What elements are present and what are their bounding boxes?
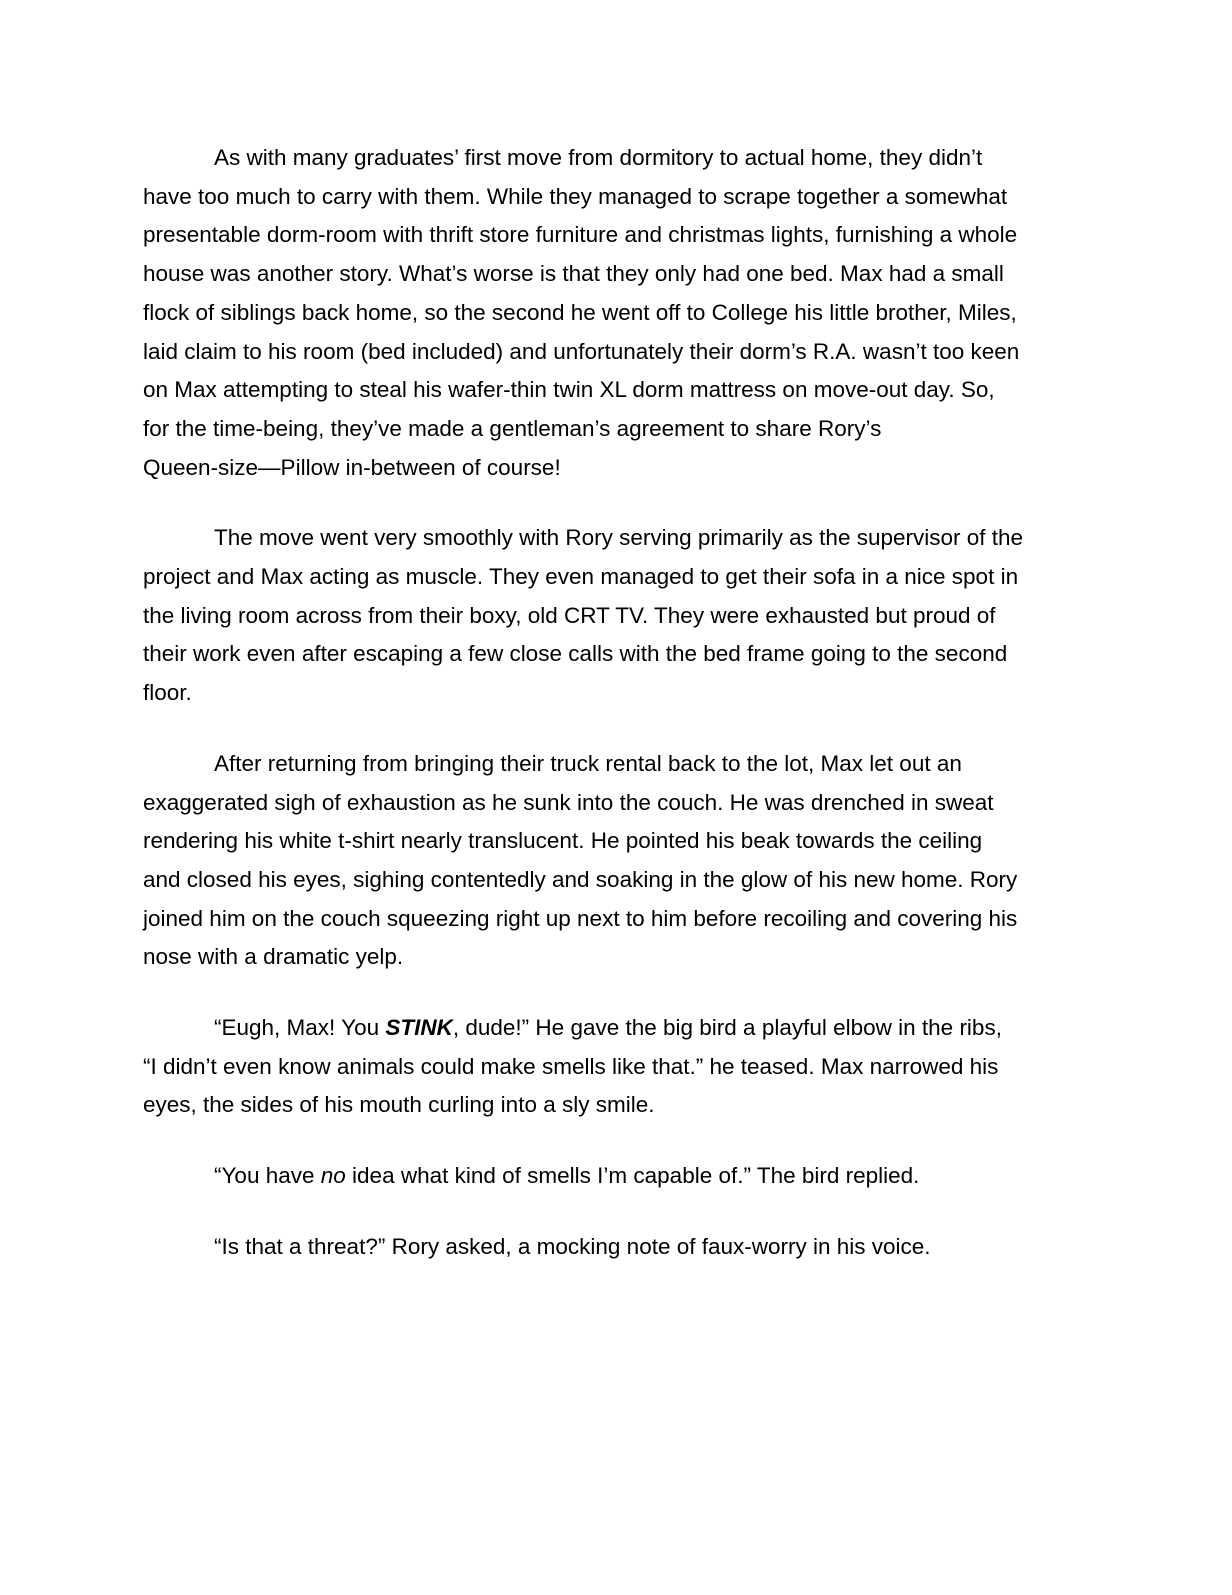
text-line: “I didn’t even know animals could make smells like that.” he teased. Max narrowed his [143,1053,999,1079]
text-line: laid claim to his room (bed included) and unfortunately their dorm’s R.A. wasn’t too keen [143,338,1020,364]
text-line: their work even after escaping a few close calls with the bed frame going to the second [143,641,1008,667]
emphasis-text: STINK [385,1015,453,1041]
text-line: project and Max acting as muscle. They even managed to get their sofa in a nice spot in [143,564,1019,590]
text-line: eyes, the sides of his mouth curling into a sly smile. [143,1092,655,1118]
text-line: have too much to carry with them. While they managed to scrape together a somewhat [143,183,1008,209]
text-line: As with many graduates’ first move from dormitory to actual home, they didn’t [214,145,983,170]
paragraph-2 [143,519,1078,713]
text-line: house was another story. What’s worse is that they only had one bed. Max had a small [143,261,1004,287]
text-line: nose with a dramatic yelp. [143,944,404,970]
text-line: Queen-size—Pillow in-between of course! [143,454,561,480]
text-line: the living room across from their boxy, old CRT TV. They were exhausted but proud of [143,602,996,628]
text-line: flock of siblings back home, so the second he went off to College his little brother, Miles, [143,299,1017,325]
text-run: “You have [214,1163,321,1189]
text-line: for the time-being, they’ve made a gentleman’s agreement to share Rory’s [143,415,882,441]
text-line: on Max attempting to steal his wafer-thin twin XL dorm mattress on move-out day. So, [143,377,995,403]
paragraph-6 [143,1228,1078,1267]
text-line: “Is that a threat?” Rory asked, a mocking note of faux-worry in his voice. [214,1233,931,1259]
text-line: joined him on the couch squeezing right up next to him before recoiling and covering his [143,905,1018,931]
text-line: rendering his white t-shirt nearly translucent. He pointed his beak towards the ceiling [143,828,983,854]
text-line: and closed his eyes, sighing contentedly and soaking in the glow of his new home. Rory [143,866,1018,892]
text-line: After returning from bringing their truck rental back to the lot, Max let out an [214,750,962,776]
text-line: The move went very smoothly with Rory serving primarily as the supervisor of the [214,525,1024,551]
text-line: exaggerated sigh of exhaustion as he sunk into the couch. He was drenched in sweat [143,789,994,815]
paragraph-1 [143,139,1078,487]
text-line: presentable dorm-room with thrift store furniture and christmas lights, furnishing a whole [143,222,1018,248]
emphasis-text: no [320,1163,346,1189]
text-run: “Eugh, Max! You [214,1015,386,1041]
paragraph-4 [143,1009,1078,1125]
text-run: , dude!” He gave the big bird a playful elbow in the ribs, [452,1015,1002,1041]
text-line [143,1009,1078,1048]
text-line [143,1157,1078,1196]
paragraph-5 [143,1157,1078,1196]
text-run: idea what kind of smells I’m capable of.” The bird replied. [345,1163,920,1189]
paragraph-3 [143,745,1078,977]
document-page [143,139,1078,1299]
text-line: floor. [143,680,192,706]
